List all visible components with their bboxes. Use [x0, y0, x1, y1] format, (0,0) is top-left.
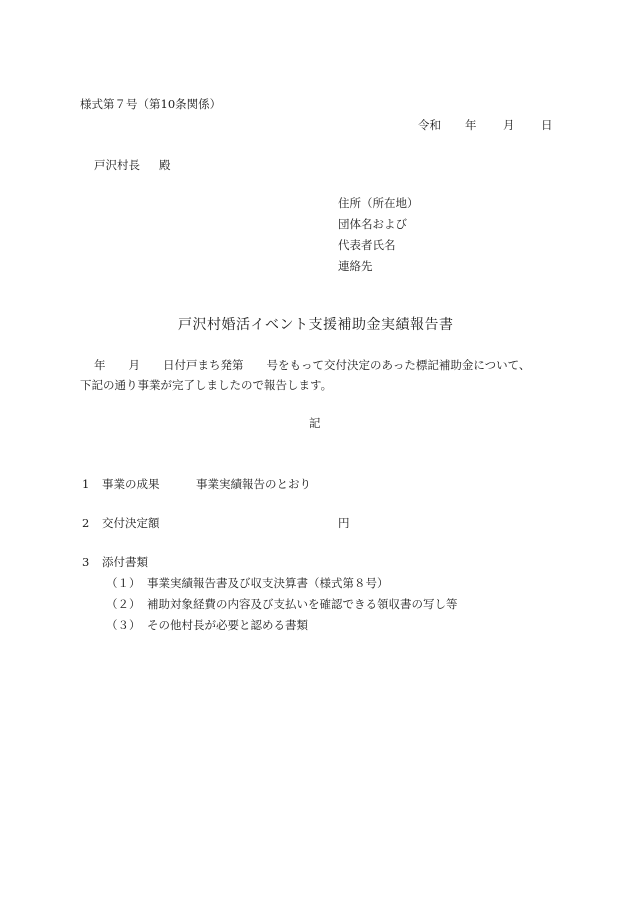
attachment-text: 補助対象経費の内容及び支払いを確認できる領収書の写し等 [147, 597, 458, 611]
attachment-number: （１） [106, 576, 141, 590]
addressee-name: 戸沢村長 [94, 158, 140, 172]
form-number: 様式第７号（第10条関係） [80, 97, 222, 111]
date-year: 年 [465, 118, 477, 132]
applicant-address-label: 住所（所在地） [338, 196, 419, 210]
attachment-number: （２） [106, 597, 141, 611]
date-day: 日 [541, 118, 553, 132]
applicant-rep-label: 代表者氏名 [338, 238, 396, 252]
addressee-honorific: 殿 [159, 158, 171, 172]
item-2-label: 交付決定額 [102, 516, 160, 530]
item-2-number: 2 [82, 516, 90, 530]
item-3-label: 添付書類 [102, 555, 148, 569]
ki-heading: 記 [309, 416, 321, 430]
item-2-unit: 円 [338, 516, 350, 530]
applicant-org-label: 団体名および [338, 217, 407, 231]
item-1-label: 事業の成果 [102, 477, 160, 491]
item-3-number: 3 [82, 555, 90, 569]
attachment-text: その他村長が必要と認める書類 [147, 618, 308, 632]
applicant-contact-label: 連絡先 [338, 259, 373, 273]
body-line-2: 下記の通り事業が完了しましたので報告します。 [80, 378, 333, 392]
date-month: 月 [503, 118, 515, 132]
attachment-text: 事業実績報告書及び収支決算書（様式第８号） [147, 576, 389, 590]
attachment-number: （３） [106, 618, 141, 632]
item-1-value: 事業実績報告のとおり [196, 477, 311, 491]
item-1-number: 1 [82, 477, 90, 491]
body-line-1: 年 月 日付戸まち発第 号をもって交付決定のあった標記補助金について、 [94, 358, 531, 372]
date-era: 令和 [418, 118, 441, 132]
document-title: 戸沢村婚活イベント支援補助金実績報告書 [178, 317, 454, 333]
